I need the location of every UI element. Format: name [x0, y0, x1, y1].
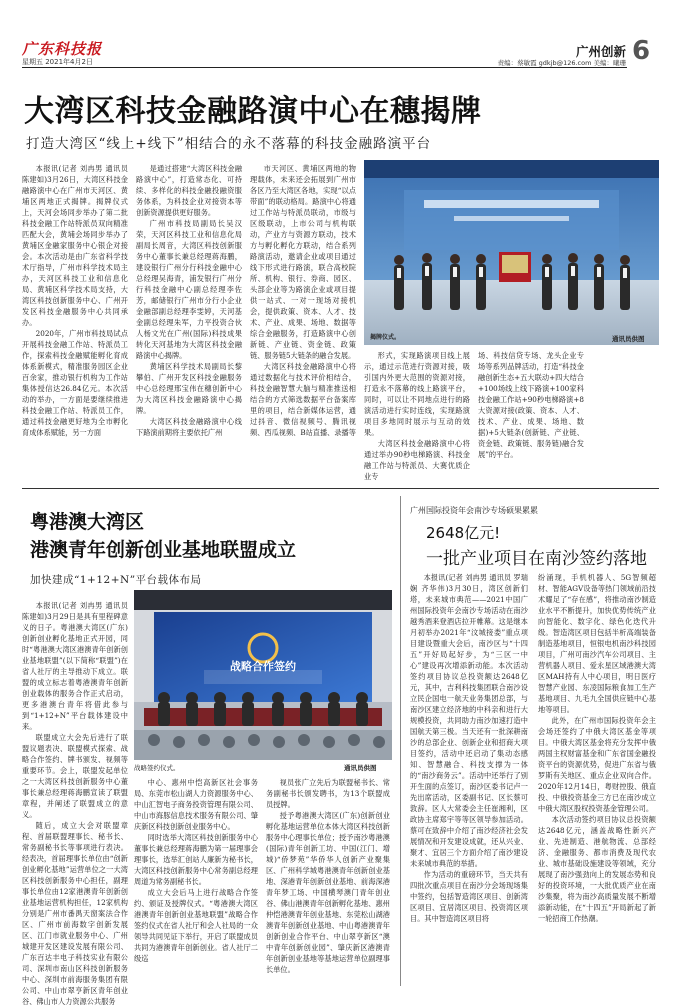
story1-col4-para-1: 形式，实现路演项目线上展示，通过示范进行资源对接，吸引国内外更大范围的资源对接，打造永不落幕的线上路演平台，同时，可以让不同地点进行的路演活动进行实时连线，实现路演项目多地同时展示与互动的效果。: [364, 351, 470, 437]
story1-column-4: [364, 350, 470, 481]
unveiling-ceremony-image: [364, 160, 659, 345]
section-name: 广州创新: [575, 44, 626, 59]
story1-col2-para-3: 黄埔区科学技术局副局长黎攀伯、广州开发区科技金融服务中心总经理邢宝伟在穗创新中心为大湾区科技金融路演中心揭牌。: [136, 362, 242, 415]
story1-photo-credit: 通讯员供图: [612, 335, 645, 343]
story2-photo-caption: 战略签约仪式。: [134, 764, 180, 772]
section-divider: [22, 488, 659, 489]
story2-col1-para-3: 随后，成立大会对联盟章程、首届联盟理事长、秘书长、常务副秘书长等事项进行表决。经表决，首届理事长单位由“创新创业孵化基地”运营单位之一大湾区科技创新服务中心担任，副理事长单位由12家港澳青年创新创业基地运营机构担任，12家机构分别是广州市番禺天窗案法合作区、广州市前海数字创新发展区、江门市就业服务中心、广州城建开发区建设发展有限公司、广东百达丰电子科技实业有限公司、深圳市南山区科技创新服务中心、深圳市前海服务集团有限公司、中山市翠亨新区青年创业谷、佛山市人力资源公共服务: [22, 821, 128, 1006]
masthead-logo: 广东科技报: [22, 40, 103, 58]
story2-col2-para-1: 中心、惠州中恺高新区社会事务局、东莞市松山湖人力资源服务中心、中山汇智电子商务投资管理有限公司、中山市海豚信息技术服务有限公司、肇庆新区科技创新创业服务中心。: [134, 778, 258, 831]
story2-photo: [134, 590, 392, 760]
story3-column-1: [410, 572, 528, 985]
story2-photo-credit: 通讯员供图: [344, 764, 377, 772]
story2-col3-para-2: 授予粤港澳大湾区(广东)创新创业孵化基地运营单位本体大湾区科技创新服务中心理事长单位；授予南沙粤港澳(国际)青年创新工坊、中国(江门、增城)“侨梦苑”华侨华人创新产业聚集区、广州科学城粤港澳青年创新创业基地、深港青年创新创业基地、前海深港青年梦工场、中国横琴澳门青年创业谷、佛山港澳青年创新孵化基地、惠州仲恺港澳青年创业基地、东莞松山湖港澳青年创新创业基地、中山粤港澳青年创新创业合作平台、中山翠亨新区“澳中青年创新创业园”、肇庆新区港澳青年创新创业基地等基地运营单位副理事长单位。: [266, 811, 390, 974]
story1-col2-para-1: 是通过搭建“大湾区科技金融路演中心”，打造常态化、可持续、多样化的科技金融投融资服务体系，为科技企业对接资本等创新资源提供更好服务。: [136, 164, 242, 217]
story3-column-2: [538, 572, 656, 985]
story3-col2-para-3: 本次活动签约项目协议总投资额达2648亿元，涵盖战略性新兴产业、先进制造、港航物流、总部经济、金融服务、都市消费及现代农业、城市基础设施建设等领域，充分展现了南沙强劲向上的发展态势和良好的投资环境，一大批优质产业在南沙集聚，将为南沙高质量发展不断增添新动能，在“十四五”开局新起了新一轮招商工作热潮。: [538, 815, 656, 923]
story1-headline: 大湾区科技金融路演中心在穗揭牌: [24, 94, 482, 129]
story2-column-2: [134, 777, 258, 985]
story1-photo-caption: 揭牌仪式。: [370, 334, 401, 341]
story2-column-3: [266, 777, 390, 985]
story1-col2-para-2: 广州市科技局副局长吴汉荣，天河区科技工业和信息化局副局长周音，大湾区科技创新服务中心董事长兼总经理蒋海鹏，建设银行广州分行科技金融中心总经理吴海青，浦发银行广州分行科技金融中心副总经理李佐芳，邮储银行广州市分行小企业金融部副总经理李雯婷，天河基金副总经理朱军，力平投资合伙人杨文光在广州(国际)科技成果转化天河基地为大湾区科技金融路演中心揭牌。: [136, 219, 242, 360]
story3-col1-para-1: 本报讯(记者 刘冉男 通讯员 罗瑞娴 齐华伟)3月30日，湾区创新们塔，未来城市典范——2021中国广州国际投资年会南沙专场活动在南沙越秀酒来登酒店拉开帷幕。这是继本月初举办2021年“汶城接娄”重点项目建设暨重大会后，南沙区与“十四五”开好局起好步，为“三区一中心”建设再次增添新动能。本次活动签约项目协议总投资额达2648亿元，其中，吉利科技集团联合南沙设立民企国电一航天业务集团总部，与南沙区建立经济地的中科亲和进行大规模投资，共同助力南沙加速打造中国航天第三极。当天还有一批深耕南沙的总部企业、创新企业和招商大项目签约，活动中还启动了集动态感知、智慧融合、科技支撑为一体的“南沙商务云”。活动中还举行了别开生面的点签订，南沙区委书记卢一先出席活动，区委副书记、区长蔡可敦辞。区人大常委会主任崔湘利，区政协主席郑宇等等区领导参加活动。蔡可在致辞中介绍了南沙经济社会发展情况和开发建设成就，还从兴业、聚才、宜居三个方面介绍了南沙建设未来城市典范的举措。: [410, 573, 528, 868]
photo-screen-text: 战略合作签约: [230, 660, 296, 673]
column-divider: [400, 496, 401, 986]
story2-headline-line1: 粤港澳大湾区: [30, 511, 145, 533]
story2-col1-para-2: 联盟成立大会先后进行了联盟议题表决、联盟模式探索、战略合作签约、牌书颁发、视频等重要环节。会上，联盟发起单位之一大湾区科技创新服务中心董事长兼总经理蒋海鹏宣读了联盟章程，并阐述了联盟成立的意义。: [22, 733, 128, 819]
story1-column-5: [478, 350, 584, 481]
story2-col2-para-2: 同时选举大湾区科技创新服务中心董事长兼总经理蒋海鹏为第一届理事会理事长，选举汇创站人廉新为秘书长，大湾区科技创新服务中心常务副总经理周道为常务副秘书长。: [134, 833, 258, 886]
story1-column-1: [22, 163, 128, 481]
header-rule: [22, 67, 627, 68]
story3-col2-para-1: 纷涌现，手机机器人、5G智频超材、智能AGV设备等热门领域前沿技术耀足了“存在感”，将推动南沙制造业水平不断提升，加快优势传统产业向智能化、数字化、绿色化迭代升级。智造湾区项目包括半析高端装备制造基地项目，恒银电机南沙科技园项目，广州可南沙汽车公司项目、主营机器人项目、爱永星区域港澳大湾区MAH持有人中心项目，明日医疗智慧产业园、东凌国际粮食加工生产基地项目、九毛九全国供应链中心基地等项目。: [538, 573, 656, 714]
story1-col3-para-2: 大湾区科技金融路演中心将通过数据化与技术评价相结合，科技金融智慧大脑与精准推送相结合的方式筛选数据平台备案库里的项目，结合新媒体运营，通过抖音、微信视频号、腾讯视频、西瓜视频、B站直播、录播等: [250, 362, 356, 437]
story2-col1-para-1: 本报讯(记者 刘冉男 通讯员 陈建如)3月29日是具有里程碑意义的日子。粤港澳大湾区(广东)创新创业孵化基地正式开园，同时“粤港澳大湾区港澳青年创新创业基地联盟”(以下简称“联盟”)在省人社厅的主导推动下成立。联盟的成立标志着粤港澳青年创新创业载体的服务合作正式启动，更多港澳台青年将借此参与到“1+12+N”平台载体建设中来。: [22, 601, 128, 731]
issue-date: 星期五 2021年4月2日: [22, 58, 93, 66]
story1-col4-para-2: 大湾区科技金融路演中心将通过举办90秒电梯路演、科技金融工作站与特派员、大赛优质企业专: [364, 439, 470, 481]
story1-col2-para-4: 大湾区科技金融路演中心线下路演前期将主要依托广州: [136, 417, 242, 437]
story3-col1-para-2: 作为活动的重磅环节，当天共有四批次重点项目在南沙分会场现场集中签约，包括智造湾区项目、创新湾区项目、宜居湾区项目、投资湾区项目。其中智造湾区项目将: [410, 870, 528, 923]
story1-column-3: [250, 163, 356, 481]
signing-ceremony-image: [134, 590, 392, 760]
story1-col1-para-2: 2020年，广州市科技局试点开展科技金融工作站、特派员工作，探索科技金融赋能孵化育成体系新模式，精准服务园区企业百余家，推动银行机构为工作站集体授信达26.84亿元。本次活动的举办，一方面是要继续推进科技金融工作站、特派员工作，通过科技金融更好地为全市孵化育成体系赋能，另一方面: [22, 329, 128, 437]
story2-column-1: [22, 600, 128, 1006]
story3-headline-line2: 一批产业项目在南沙签约落地: [426, 549, 647, 569]
editor-credit: 责编：蔡敏霞 gdkjb@126.com 美编：曦珊: [497, 59, 626, 67]
page-number: 6: [632, 36, 651, 66]
story1-subhead: 打造大湾区“线上+线下”相结合的永不落幕的科技金融路演平台: [26, 136, 432, 152]
story1-photo: [364, 160, 659, 345]
story1-column-2: [136, 163, 242, 481]
story1-col3-para-1: 市天河区、黄埔区两地的物理载体，未来还会拓展到广州市各区乃至大湾区各地，实现“以点带面”的联动格局。路演中心将通过工作站与特派员联动，市级与区级联动，上市公司与机构联动，产业方与资源方联动，技术方与孵化孵化方联动，结合系列路演活动，邀请企业或项目通过线下形式进行路演，联合高校院所、机构、银行、券商、园区、头部企业等为路演企业或项目提供一站式、一对一现场对接机会，提供政策、资本、人才、技术、产业、成果、场地、数据等综合金融服务，打造路演中心创新链、产业链、资金链、政策链、服务链5大链条的融合发展。: [250, 164, 356, 360]
story3-kicker: 广州国际投资年会南沙专场硕果累累: [410, 506, 538, 515]
story1-col1-para-1: 本报讯(记者 刘冉男 通讯员 陈建如)3月26日，大湾区科技金融路演中心在广州市天河区、黄埔区两地正式揭牌。揭牌仪式上，天河会场同步举办了第二批科技金融工作站特派员双向精准匹配大会，黄埔会场同步举办了黄埔区金融家服务中心银企对接会。本次活动是由广东省科学技术厅指导，广州市科学技术局主办，天河区科技工业和信息化局、黄埔区科学技术局支持，大湾区科技创新服务中心、广州开发区科技金融服务中心共同承办。: [22, 164, 128, 327]
story1-col5-para-1: 场、科技信贷专场、龙头企业专场等系列品牌活动，打造“科技金融创新生态+五大联动+四大结合+100场线上线下路演+100家科技金融工作站+90秒电梯路演+8大资源对接(政策、资本、人才、技术、产业、成果、场地、数据)+5大链条(创新链、产业链、资金链、政策链、服务链)融合发展”的平台。: [478, 351, 584, 459]
story3-col2-para-2: 此外，在广州市国际投资年会主会场还签约了中俄大湾区基金等项目。中俄大湾区基金将充分发挥中俄两国主权财富基金和广东省国金融投资平台的资源优势，促进广东省与俄罗斯有关地区、重点企业双向合作。2020年12月14日，粤财控股、俄直投、中俄投资基金三方已在南沙成立中俄大湾区股权投资基金管理公司。: [538, 716, 656, 813]
story2-col3-para-1: 视员张广立先后为联盟秘书长、常务副秘书长颁发聘书，为13个联盟成员授牌。: [266, 778, 390, 809]
story2-headline-line2: 港澳青年创新创业基地联盟成立: [30, 539, 297, 561]
story2-col2-para-3: 成立大会后马上进行战略合作签约、颁证及授牌仪式。“粤港澳大湾区港澳青年创新创业基地联盟”战略合作签约仪式在省人社厅和会人社局的一众领导共同见证下举行，开启了联盟成员共同为港澳青年创新创业。省人社厅二级巡: [134, 888, 258, 963]
story3-headline-line1: 2648亿元!: [426, 524, 501, 542]
story2-subhead: 加快建成“1+12+N”平台载体布局: [30, 574, 202, 586]
